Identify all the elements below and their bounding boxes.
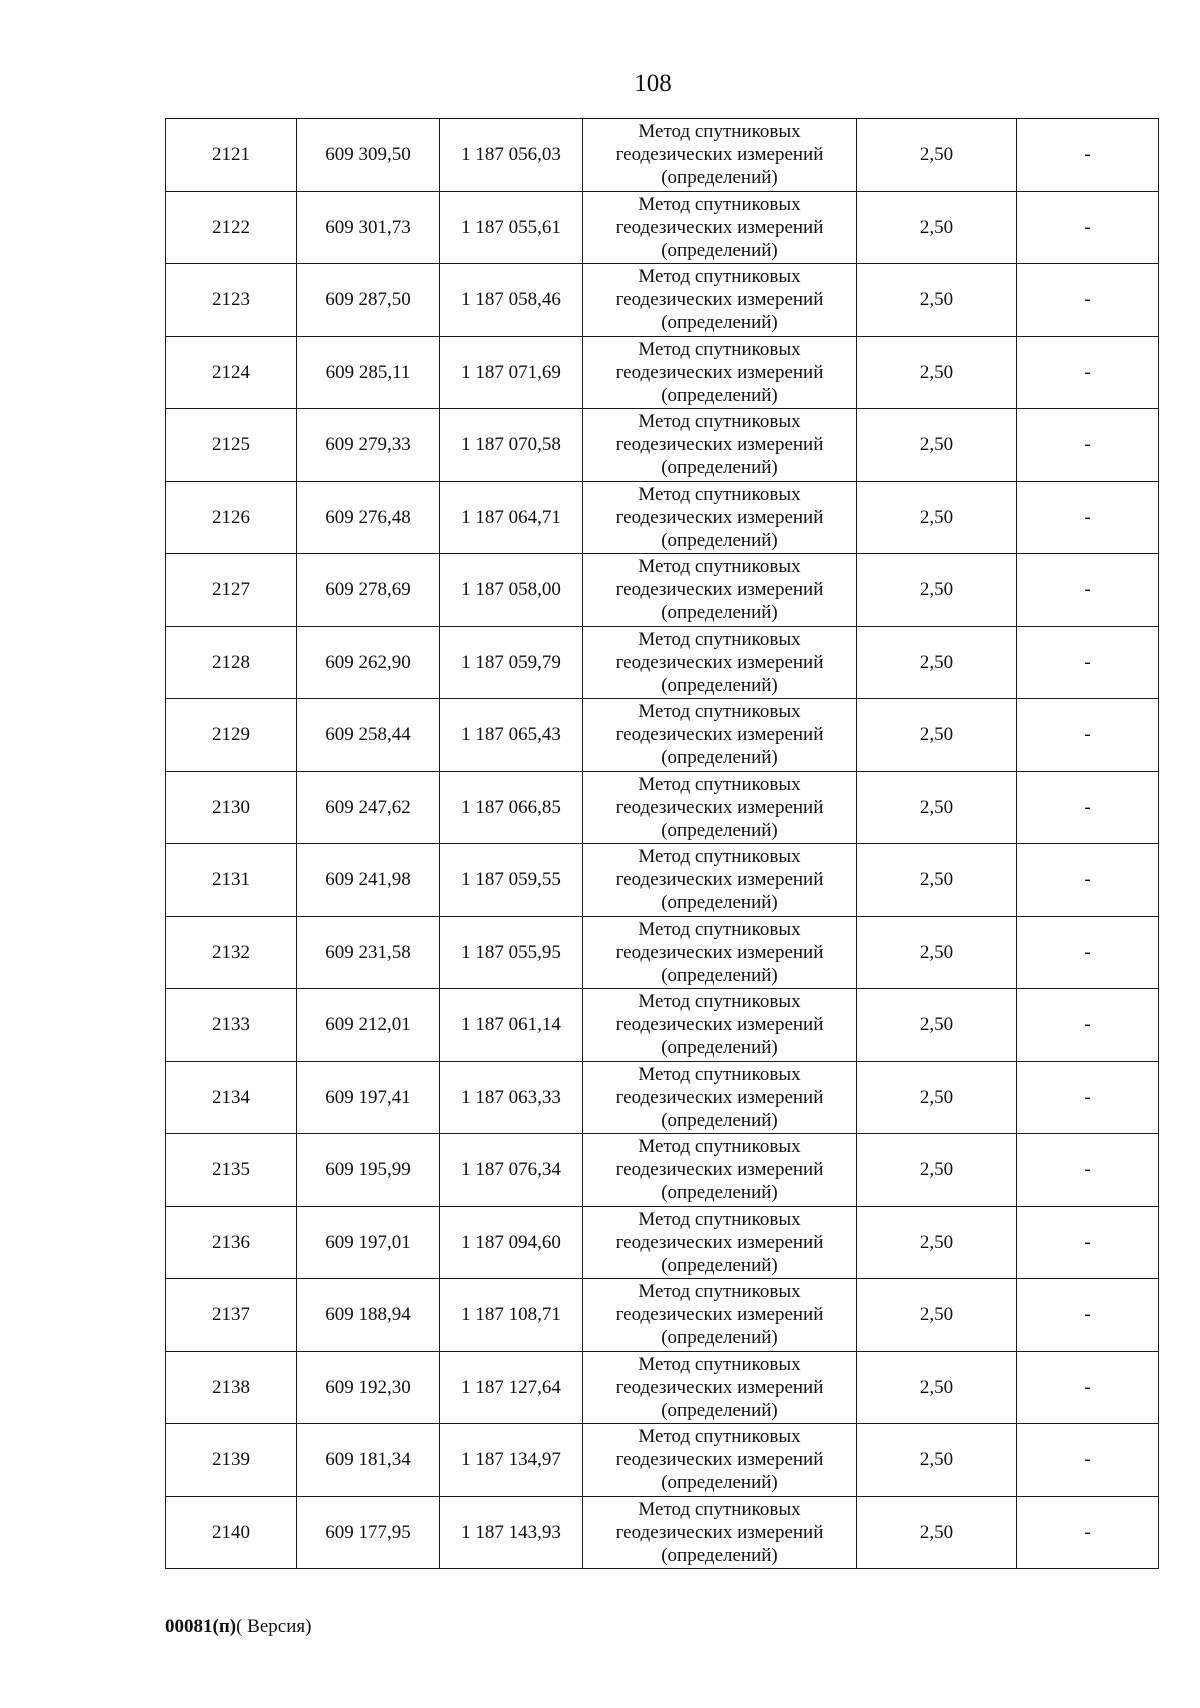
accuracy-cell: 2,50 [857,1279,1017,1352]
table-row [166,119,1159,192]
accuracy-cell: 2,50 [857,191,1017,264]
page-number: 108 [634,70,672,97]
method-line: (определений) [661,1254,778,1276]
note-cell: - [1017,1061,1159,1134]
method-cell [583,1279,857,1352]
note-cell: - [1017,916,1159,989]
note-cell: - [1017,481,1159,554]
method-line: Метод спутниковых [638,1353,801,1375]
method-line: геодезических измерений [615,434,824,456]
method-line: Метод спутниковых [638,628,801,650]
x-coordinate-cell: 609 188,94 [297,1279,440,1352]
accuracy-cell: 2,50 [857,1496,1017,1569]
method-line: (определений) [661,819,778,841]
x-coordinate-cell: 609 231,58 [297,916,440,989]
method-line: (определений) [661,1544,778,1566]
method-line: Метод спутниковых [638,773,801,795]
method-cell [583,1061,857,1134]
x-coordinate-cell: 609 241,98 [297,844,440,917]
table-row [166,264,1159,337]
point-number-cell: 2125 [166,409,297,482]
x-coordinate-cell: 609 279,33 [297,409,440,482]
method-cell [583,336,857,409]
x-coordinate-cell: 609 287,50 [297,264,440,337]
point-number-cell: 2139 [166,1424,297,1497]
method-cell [583,844,857,917]
table-row [166,916,1159,989]
note-cell: - [1017,1351,1159,1424]
method-line: (определений) [661,1182,778,1204]
footer-code: 00081(п) [165,1616,237,1637]
method-line: геодезических измерений [615,1159,824,1181]
x-coordinate-cell: 609 197,41 [297,1061,440,1134]
method-line: Метод спутниковых [638,1063,801,1085]
method-line: (определений) [661,239,778,261]
accuracy-cell: 2,50 [857,771,1017,844]
point-number-cell: 2137 [166,1279,297,1352]
note-cell: - [1017,771,1159,844]
note-cell: - [1017,554,1159,627]
x-coordinate-cell: 609 278,69 [297,554,440,627]
x-coordinate-cell: 609 177,95 [297,1496,440,1569]
method-line: геодезических измерений [615,796,824,818]
accuracy-cell: 2,50 [857,844,1017,917]
method-line: (определений) [661,602,778,624]
method-cell [583,916,857,989]
x-coordinate-cell: 609 197,01 [297,1206,440,1279]
method-cell [583,409,857,482]
method-line: Метод спутниковых [638,121,801,143]
method-line: геодезических измерений [615,869,824,891]
method-line: Метод спутниковых [638,1281,801,1303]
table-row [166,771,1159,844]
note-cell: - [1017,1496,1159,1569]
point-number-cell: 2133 [166,989,297,1062]
method-line: геодезических измерений [615,144,824,166]
method-line: геодезических измерений [615,1376,824,1398]
x-coordinate-cell: 609 192,30 [297,1351,440,1424]
method-cell [583,264,857,337]
accuracy-cell: 2,50 [857,119,1017,192]
method-line: Метод спутниковых [638,701,801,723]
accuracy-cell: 2,50 [857,336,1017,409]
method-line: (определений) [661,384,778,406]
point-number-cell: 2135 [166,1134,297,1207]
note-cell: - [1017,989,1159,1062]
note-cell: - [1017,264,1159,337]
method-cell [583,1206,857,1279]
method-cell [583,1496,857,1569]
method-line: (определений) [661,1109,778,1131]
accuracy-cell: 2,50 [857,1134,1017,1207]
y-coordinate-cell: 1 187 065,43 [440,699,583,772]
method-line: Метод спутниковых [638,1208,801,1230]
method-line: (определений) [661,964,778,986]
point-number-cell: 2127 [166,554,297,627]
table-row [166,1496,1159,1569]
table-row [166,1134,1159,1207]
method-line: Метод спутниковых [638,556,801,578]
method-line: геодезических измерений [615,506,824,528]
y-coordinate-cell: 1 187 064,71 [440,481,583,554]
y-coordinate-cell: 1 187 061,14 [440,989,583,1062]
accuracy-cell: 2,50 [857,264,1017,337]
table-row [166,1061,1159,1134]
table-row [166,336,1159,409]
method-line: (определений) [661,312,778,334]
method-line: Метод спутниковых [638,846,801,868]
method-line: геодезических измерений [615,1014,824,1036]
method-cell [583,626,857,699]
method-line: геодезических измерений [615,361,824,383]
method-line: Метод спутниковых [638,483,801,505]
point-number-cell: 2126 [166,481,297,554]
method-cell [583,989,857,1062]
method-line: (определений) [661,1472,778,1494]
point-number-cell: 2124 [166,336,297,409]
x-coordinate-cell: 609 285,11 [297,336,440,409]
y-coordinate-cell: 1 187 056,03 [440,119,583,192]
x-coordinate-cell: 609 301,73 [297,191,440,264]
method-line: геодезических измерений [615,579,824,601]
y-coordinate-cell: 1 187 076,34 [440,1134,583,1207]
x-coordinate-cell: 609 276,48 [297,481,440,554]
table-row [166,626,1159,699]
point-number-cell: 2131 [166,844,297,917]
y-coordinate-cell: 1 187 055,95 [440,916,583,989]
method-line: геодезических измерений [615,651,824,673]
table-row [166,191,1159,264]
note-cell: - [1017,1206,1159,1279]
x-coordinate-cell: 609 247,62 [297,771,440,844]
method-line: Метод спутниковых [638,1498,801,1520]
method-cell [583,1351,857,1424]
method-line: (определений) [661,1399,778,1421]
method-line: Метод спутниковых [638,991,801,1013]
method-cell [583,191,857,264]
accuracy-cell: 2,50 [857,626,1017,699]
note-cell: - [1017,336,1159,409]
method-line: геодезических измерений [615,216,824,238]
method-cell [583,119,857,192]
method-line: геодезических измерений [615,1086,824,1108]
y-coordinate-cell: 1 187 059,79 [440,626,583,699]
x-coordinate-cell: 609 181,34 [297,1424,440,1497]
accuracy-cell: 2,50 [857,409,1017,482]
y-coordinate-cell: 1 187 071,69 [440,336,583,409]
method-line: (определений) [661,674,778,696]
method-line: геодезических измерений [615,1521,824,1543]
y-coordinate-cell: 1 187 143,93 [440,1496,583,1569]
note-cell: - [1017,844,1159,917]
method-line: Метод спутниковых [638,918,801,940]
y-coordinate-cell: 1 187 063,33 [440,1061,583,1134]
point-number-cell: 2130 [166,771,297,844]
method-line: Метод спутниковых [638,1136,801,1158]
note-cell: - [1017,1424,1159,1497]
y-coordinate-cell: 1 187 055,61 [440,191,583,264]
accuracy-cell: 2,50 [857,1351,1017,1424]
method-line: (определений) [661,1037,778,1059]
table-row [166,989,1159,1062]
table-row [166,1206,1159,1279]
y-coordinate-cell: 1 187 058,00 [440,554,583,627]
method-line: Метод спутниковых [638,266,801,288]
footer [165,1616,311,1638]
method-cell [583,771,857,844]
note-cell: - [1017,409,1159,482]
note-cell: - [1017,1134,1159,1207]
method-line: Метод спутниковых [638,338,801,360]
method-cell [583,1134,857,1207]
method-line: (определений) [661,529,778,551]
method-line: геодезических измерений [615,724,824,746]
method-cell [583,1424,857,1497]
y-coordinate-cell: 1 187 094,60 [440,1206,583,1279]
table-row [166,554,1159,627]
point-number-cell: 2123 [166,264,297,337]
table-row [166,1351,1159,1424]
accuracy-cell: 2,50 [857,989,1017,1062]
accuracy-cell: 2,50 [857,481,1017,554]
coordinates-table [165,118,1159,1569]
accuracy-cell: 2,50 [857,1424,1017,1497]
table-row [166,481,1159,554]
x-coordinate-cell: 609 262,90 [297,626,440,699]
accuracy-cell: 2,50 [857,554,1017,627]
note-cell: - [1017,699,1159,772]
method-line: (определений) [661,167,778,189]
method-line: (определений) [661,747,778,769]
x-coordinate-cell: 609 258,44 [297,699,440,772]
note-cell: - [1017,191,1159,264]
accuracy-cell: 2,50 [857,1206,1017,1279]
x-coordinate-cell: 609 195,99 [297,1134,440,1207]
point-number-cell: 2136 [166,1206,297,1279]
y-coordinate-cell: 1 187 108,71 [440,1279,583,1352]
accuracy-cell: 2,50 [857,1061,1017,1134]
y-coordinate-cell: 1 187 070,58 [440,409,583,482]
method-line: геодезических измерений [615,941,824,963]
table-row [166,844,1159,917]
point-number-cell: 2122 [166,191,297,264]
note-cell: - [1017,119,1159,192]
y-coordinate-cell: 1 187 134,97 [440,1424,583,1497]
table-row [166,1424,1159,1497]
point-number-cell: 2129 [166,699,297,772]
x-coordinate-cell: 609 212,01 [297,989,440,1062]
table-row [166,409,1159,482]
method-line: геодезических измерений [615,289,824,311]
footer-version: ( Версия) [236,1616,312,1637]
point-number-cell: 2134 [166,1061,297,1134]
note-cell: - [1017,626,1159,699]
point-number-cell: 2140 [166,1496,297,1569]
table-row [166,699,1159,772]
method-cell [583,554,857,627]
method-line: Метод спутниковых [638,1426,801,1448]
point-number-cell: 2132 [166,916,297,989]
method-line: Метод спутниковых [638,411,801,433]
method-cell [583,699,857,772]
y-coordinate-cell: 1 187 059,55 [440,844,583,917]
point-number-cell: 2138 [166,1351,297,1424]
method-line: геодезических измерений [615,1231,824,1253]
x-coordinate-cell: 609 309,50 [297,119,440,192]
y-coordinate-cell: 1 187 066,85 [440,771,583,844]
method-line: (определений) [661,457,778,479]
method-line: геодезических измерений [615,1449,824,1471]
y-coordinate-cell: 1 187 127,64 [440,1351,583,1424]
point-number-cell: 2128 [166,626,297,699]
method-line: геодезических измерений [615,1304,824,1326]
method-cell [583,481,857,554]
table-body [166,119,1159,1569]
note-cell: - [1017,1279,1159,1352]
method-line: (определений) [661,1327,778,1349]
method-line: Метод спутниковых [638,193,801,215]
y-coordinate-cell: 1 187 058,46 [440,264,583,337]
point-number-cell: 2121 [166,119,297,192]
accuracy-cell: 2,50 [857,699,1017,772]
accuracy-cell: 2,50 [857,916,1017,989]
method-line: (определений) [661,892,778,914]
table-row [166,1279,1159,1352]
